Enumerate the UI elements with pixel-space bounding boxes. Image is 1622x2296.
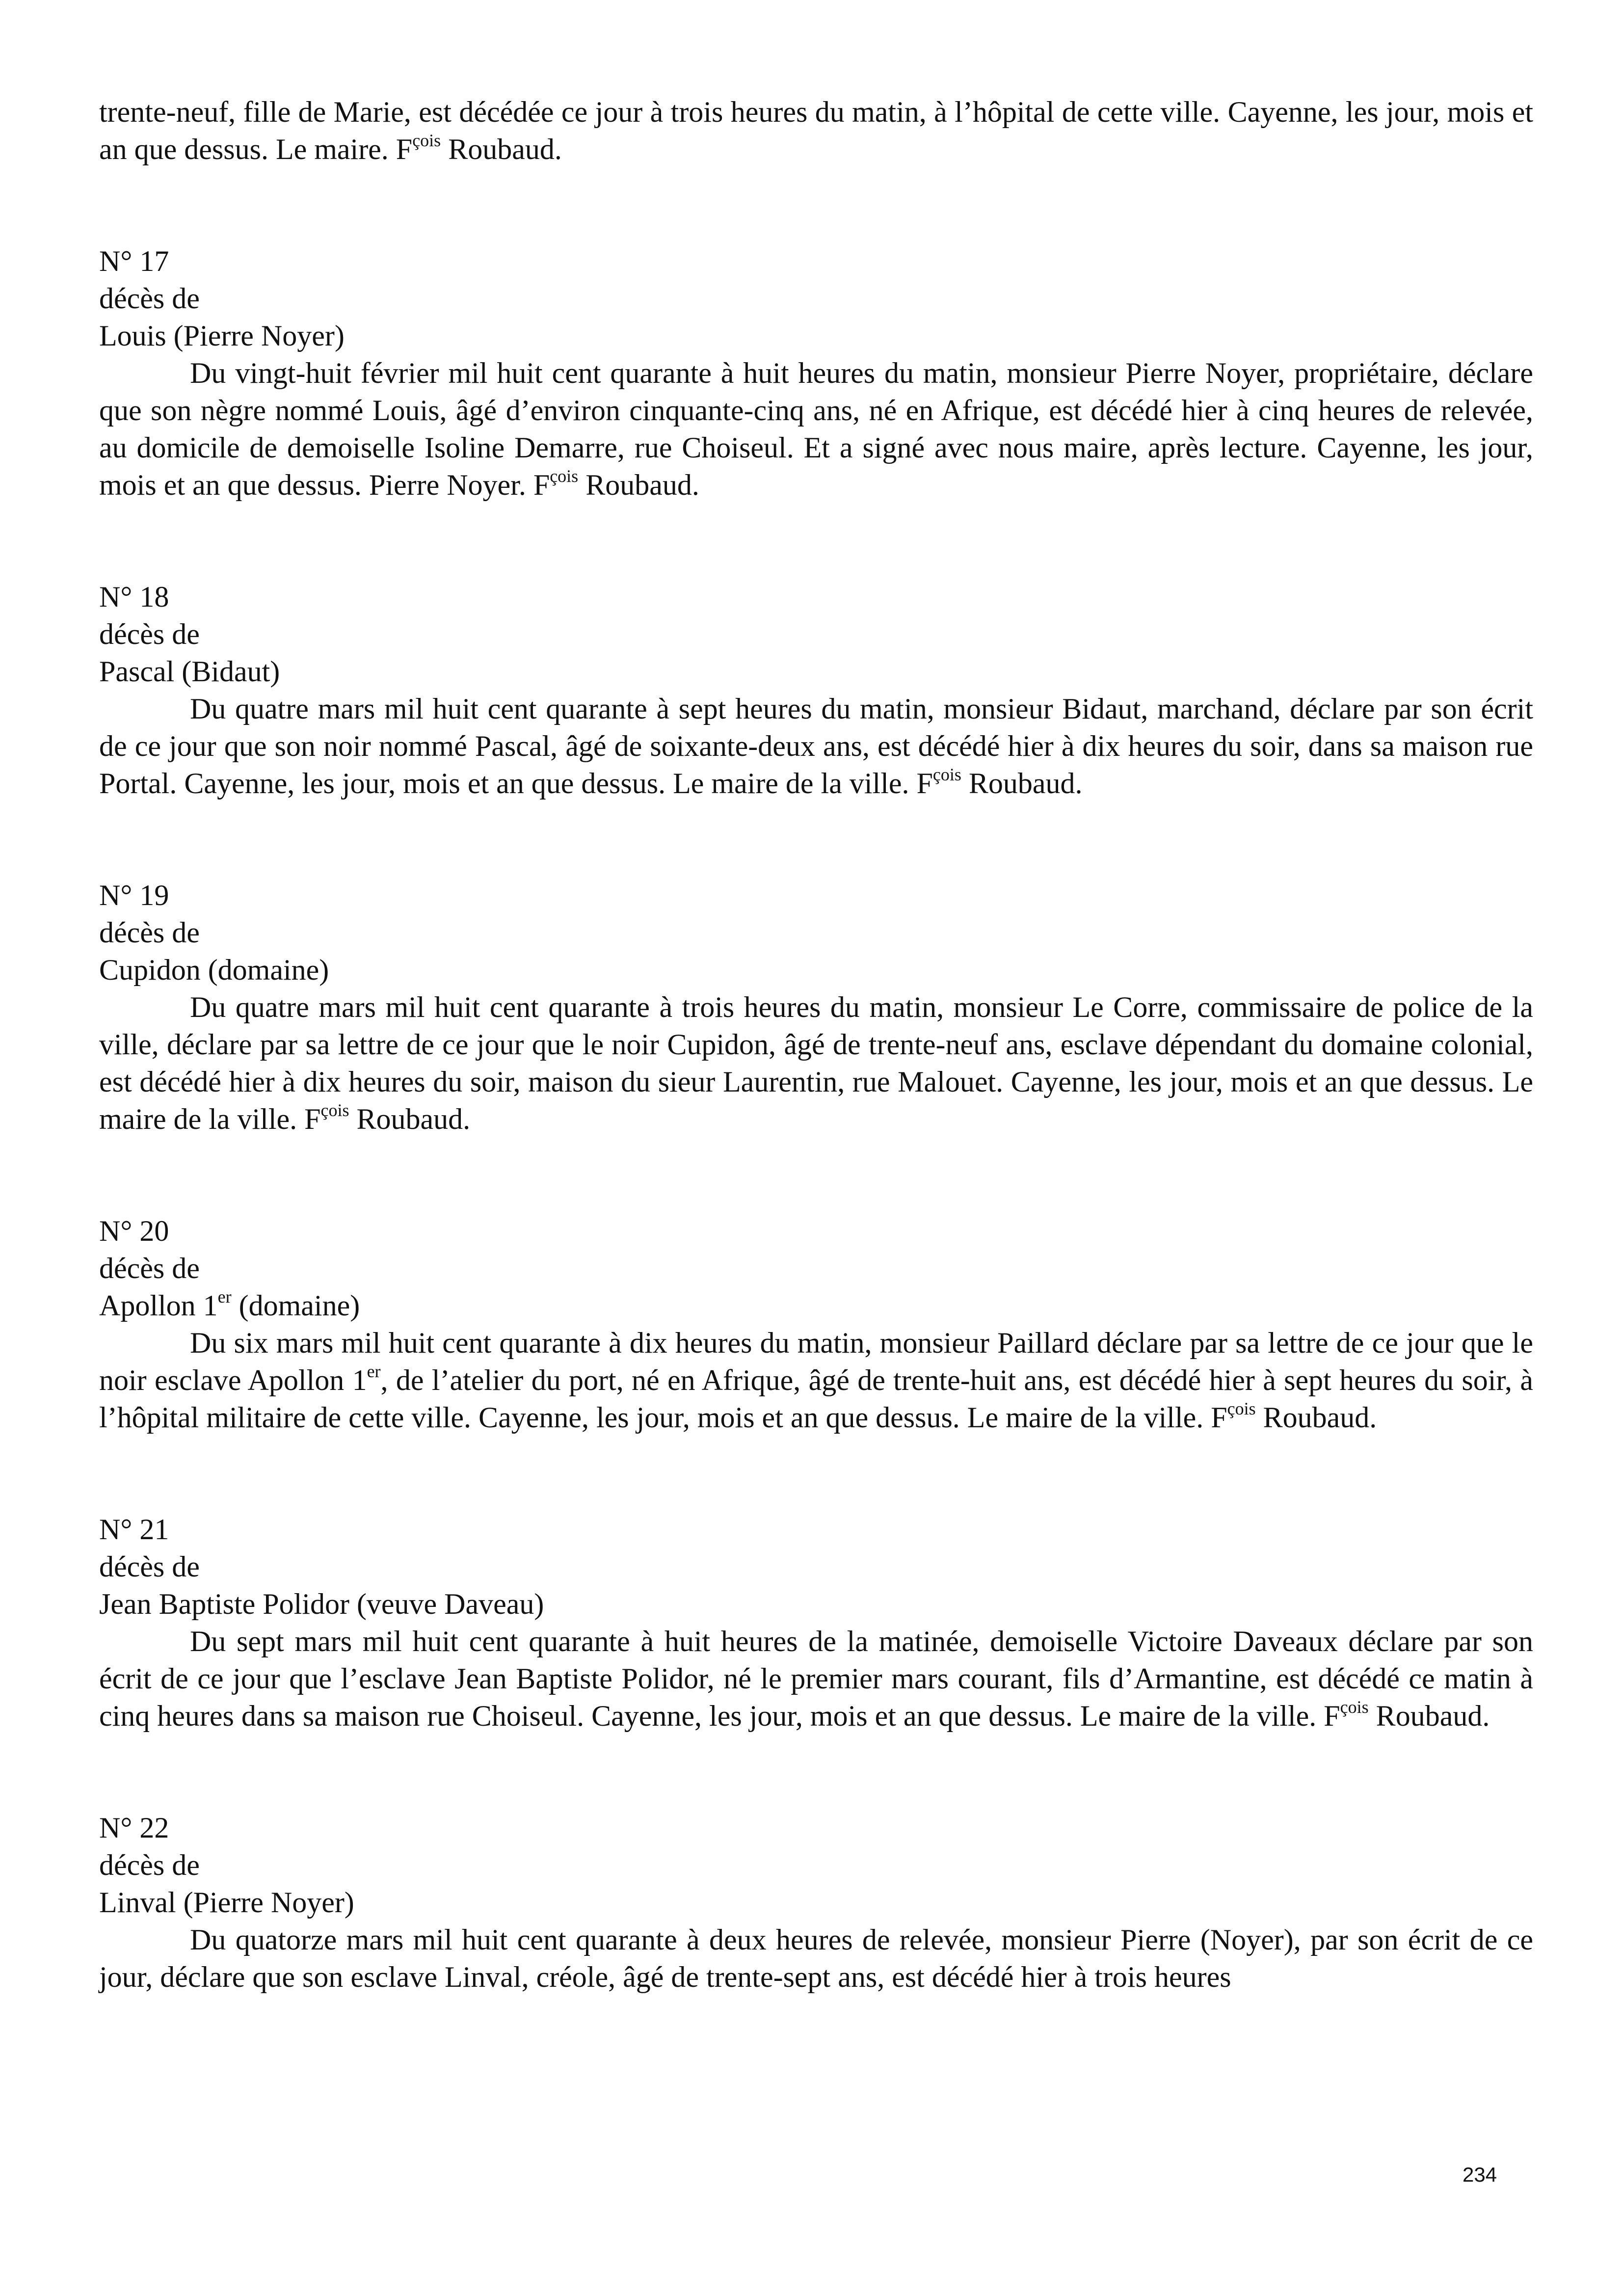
entry-name-post: (domaine) (231, 1289, 360, 1322)
entry-body-text: Du quatre mars mil huit cent quarante à trois heures du matin, monsieur Le Corre, commissaire de police de la ville, déclare par sa lettre de ce jour que le noir Cupidon, âgé de trente-neuf ans, esclave dépendant du domaine colonial, est décédé hier à dix heures du soir, maison du sieur Laurentin, rue Malouet. Cayenne, les jour, mois et an que dessus. Le maire de la ville. F (99, 991, 1533, 1135)
entry-abbrev-sup: çois (1227, 1399, 1256, 1418)
entry-22 (99, 1809, 1533, 1996)
document-page (99, 93, 1533, 1996)
entry-18 (99, 578, 1533, 802)
entry-number: N° 18 (99, 581, 169, 613)
entry-heading: décès de (99, 618, 200, 650)
entry-abbrev-sup: çois (550, 466, 579, 486)
page-number: 234 (1462, 2163, 1497, 2186)
intro-paragraph (99, 93, 1533, 168)
entry-abbrev-sup: çois (320, 1100, 349, 1120)
entry-21 (99, 1511, 1533, 1735)
entry-name: Cupidon (domaine) (99, 954, 329, 986)
entry-number: N° 21 (99, 1513, 169, 1546)
entry-heading: décès de (99, 1849, 200, 1881)
entry-body-text: Du quatre mars mil huit cent quarante à sept heures du matin, monsieur Bidaut, marchand, déclare par son écrit de ce jour que son noir nommé Pascal, âgé de soixante-deux ans, est décédé hier à dix heures du soir, dans sa maison rue Portal. Cayenne, les jour, mois et an que dessus. Le maire de la ville. F (99, 693, 1533, 800)
entry-body-text: Du quatorze mars mil huit cent quarante à deux heures de relevée, monsieur Pierre (Noyer), par son écrit de ce jour, déclare que son esclave Linval, créole, âgé de trente-sept ans, est décédé hier à trois heures (99, 1923, 1533, 1993)
entry-body-tail: Roubaud. (961, 767, 1083, 800)
entry-body (99, 690, 1533, 802)
entry-body-tail: Roubaud. (578, 469, 699, 501)
entry-name-pre: Apollon 1 (99, 1289, 218, 1322)
entry-body (99, 1623, 1533, 1735)
entry-name (99, 1287, 1533, 1324)
entry-body-text: , de l’atelier du port, né en Afrique, âgé de trente-huit ans, est décédé hier à sept heures du soir, à l’hôpital militaire de cette ville. Cayenne, les jour, mois et an que dessus. Le maire de la ville. F (99, 1364, 1533, 1434)
entry-body (99, 354, 1533, 504)
entry-name-sup: er (217, 1287, 232, 1307)
entry-name: Louis (Pierre Noyer) (99, 320, 345, 352)
entry-heading: décès de (99, 282, 200, 315)
entry-number: N° 20 (99, 1215, 169, 1247)
entry-heading: décès de (99, 916, 200, 949)
intro-text: trente-neuf, fille de Marie, est décédée ce jour à trois heures du matin, à l’hôpital de cette ville. Cayenne, les jour, mois et an que dessus. Le maire. F (99, 96, 1533, 165)
entry-17 (99, 242, 1533, 504)
entry-number: N° 22 (99, 1812, 169, 1844)
entry-body (99, 1324, 1533, 1436)
entry-name: Pascal (Bidaut) (99, 655, 280, 688)
entry-body-pre: Du six mars mil huit cent quarante à dix heures du matin, monsieur Paillard déclare par sa lettre de ce jour que le noir esclave Apollon 1 (99, 1327, 1533, 1396)
entry-body-tail: Roubaud. (1368, 1700, 1490, 1732)
entry-number: N° 17 (99, 245, 169, 277)
entry-name: Linval (Pierre Noyer) (99, 1886, 354, 1919)
entry-body-tail: Roubaud. (1255, 1401, 1377, 1434)
intro-abbrev-sup: çois (412, 131, 441, 150)
entry-20 (99, 1212, 1533, 1436)
entry-heading: décès de (99, 1550, 200, 1583)
entry-body-text: Du vingt-huit février mil huit cent quarante à huit heures du matin, monsieur Pierre Noyer, propriétaire, déclare que son nègre nommé Louis, âgé d’environ cinquante-cinq ans, né en Afrique, est décédé hier à cinq heures de relevée, au domicile de demoiselle Isoline Demarre, rue Choiseul. Et a signé avec nous maire, après lecture. Cayenne, les jour, mois et an que dessus. Pierre Noyer. F (99, 357, 1533, 501)
entry-heading: décès de (99, 1252, 200, 1284)
entry-number: N° 19 (99, 879, 169, 911)
intro-tail: Roubaud. (441, 133, 562, 165)
entry-body (99, 988, 1533, 1138)
entry-abbrev-sup: çois (932, 765, 961, 784)
entry-name: Jean Baptiste Polidor (veuve Daveau) (99, 1588, 544, 1620)
entry-body-text: Du sept mars mil huit cent quarante à huit heures de la matinée, demoiselle Victoire Daveaux déclare par son écrit de ce jour que l’esclave Jean Baptiste Polidor, né le premier mars courant, fils d’Armantine, est décédé ce matin à cinq heures dans sa maison rue Choiseul. Cayenne, les jour, mois et an que dessus. Le maire de la ville. F (99, 1625, 1533, 1732)
entry-19 (99, 877, 1533, 1138)
entry-abbrev-sup: çois (1340, 1697, 1369, 1717)
entry-body (99, 1921, 1533, 1996)
entry-body-tail: Roubaud. (349, 1103, 471, 1135)
entry-body-sup: er (367, 1362, 381, 1381)
